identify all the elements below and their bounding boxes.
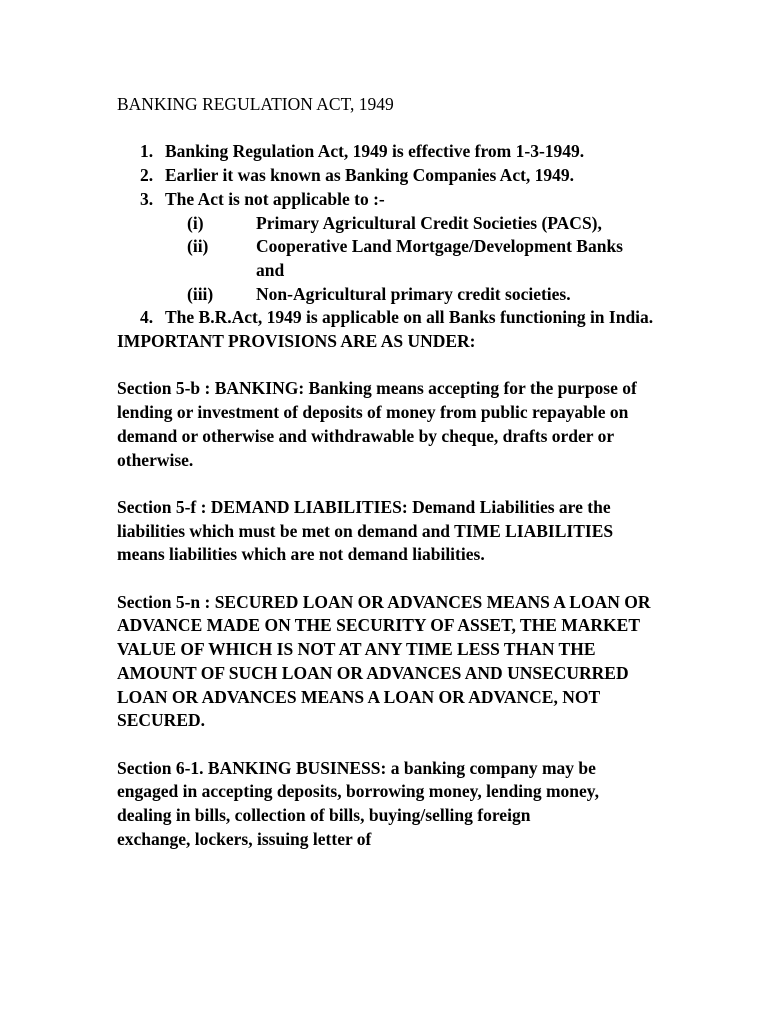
roman-numeral: (ii) xyxy=(187,236,209,257)
blank-line xyxy=(117,472,768,496)
list-item xyxy=(117,164,665,188)
section-paragraph: Section 6-1. BANKING BUSINESS: a banking company may be engaged in accepting deposits, borrowing money, lending money, dealing in bills, collection of bills, buying/selling foreign exchange, lockers, issuing letter of xyxy=(117,757,599,849)
section-paragraph: Section 5-n : SECURED LOAN OR ADVANCES MEANS A LOAN OR ADVANCE MADE ON THE SECURITY OF ASSET, THE MARKET VALUE OF WHICH IS NOT AT ANY TIME LESS THAN THE AMOUNT OF SUCH LOAN OR ADVANCES AND UNSECURRED LOAN OR ADVANCES MEANS A LOAN OR ADVANCE, NOT SECURED. xyxy=(117,591,651,731)
list-item-text: Earlier it was known as Banking Companies Act, 1949. xyxy=(165,165,575,186)
list-number: 4. xyxy=(140,307,154,328)
list-number: 2. xyxy=(140,165,154,186)
exclusion-text: Non-Agricultural primary credit societies. xyxy=(256,283,571,304)
blank-line xyxy=(117,567,768,591)
blank-line xyxy=(117,117,768,141)
document-title: BANKING REGULATION ACT, 1949 xyxy=(117,94,394,114)
list-number: 1. xyxy=(140,141,154,162)
roman-numeral: (iii) xyxy=(187,283,214,304)
numbered-list xyxy=(117,140,768,330)
list-item-text: Banking Regulation Act, 1949 is effective from 1-3-1949. xyxy=(165,141,585,162)
exclusion-text: Primary Agricultural Credit Societies (PACS), xyxy=(256,212,602,233)
list-number: 3. xyxy=(140,188,154,209)
exclusion-item xyxy=(165,235,651,282)
list-item xyxy=(117,188,665,307)
exclusion-text: Cooperative Land Mortgage/Development Banks and xyxy=(256,236,623,280)
exclusion-item xyxy=(165,283,651,307)
blank-line xyxy=(117,733,768,757)
section-paragraph: Section 5-f : DEMAND LIABILITIES: Demand Liabilities are the liabilities which must be met on demand and TIME LIABILITIES means liabilities which are not demand liabilities. xyxy=(117,496,614,565)
exclusion-list xyxy=(165,212,665,307)
roman-numeral: (i) xyxy=(187,212,204,233)
list-item-text: The Act is not applicable to :- xyxy=(165,188,385,209)
list-item-text: The B.R.Act, 1949 is applicable on all Banks functioning in India. xyxy=(165,307,654,328)
section-paragraph: Section 5-b : BANKING: Banking means accepting for the purpose of lending or investment of deposits of money from public repayable on demand or otherwise and withdrawable by cheque, drafts order or otherwise. xyxy=(117,378,637,470)
list-item xyxy=(117,140,665,164)
exclusion-item xyxy=(165,212,651,236)
blank-line xyxy=(117,354,768,378)
list-item xyxy=(117,306,665,330)
provisions-heading: IMPORTANT PROVISIONS ARE AS UNDER: xyxy=(117,331,476,352)
